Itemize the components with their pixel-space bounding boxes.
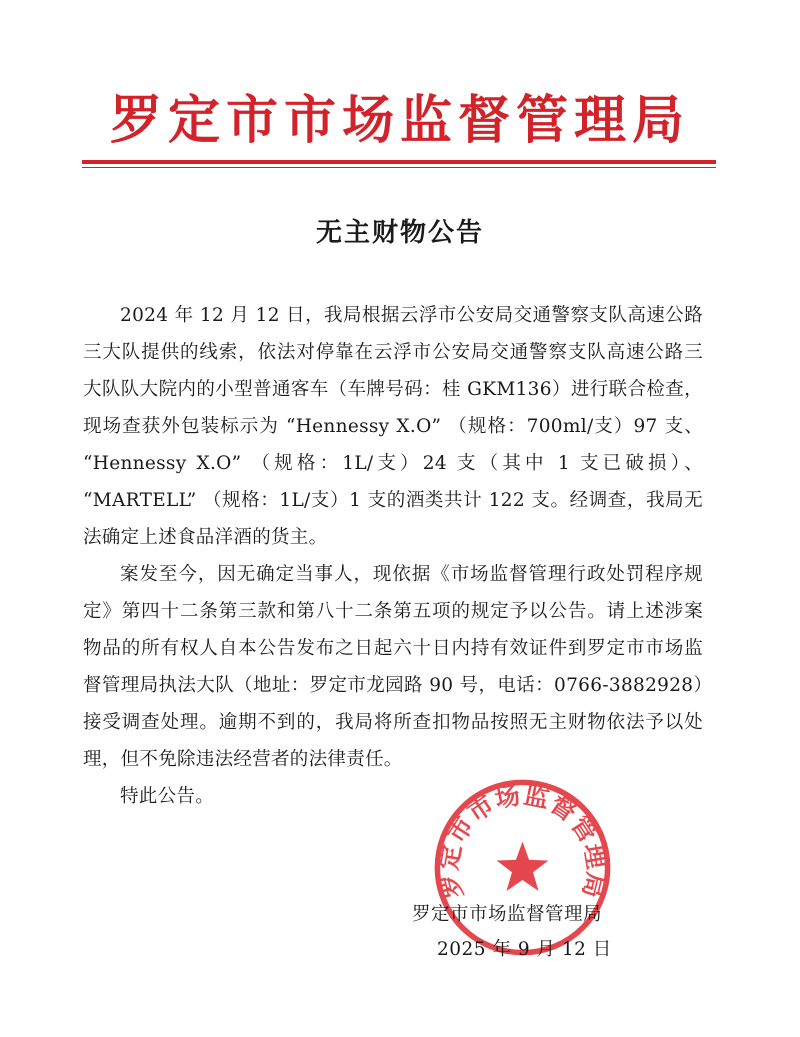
document-title: 无主财物公告: [315, 218, 484, 248]
letterhead-rule-thick: [82, 160, 716, 164]
body-paragraph-2: 案发至今，因无确定当事人，现依据《市场监督管理行政处罚程序规定》第四十二条第三款和第八十二条第五项的规定予以公告。请上述涉案物品的所有权人自本公告发布之日起六十日内持有效证件到罗定市市场监督管理局执法大队（地址：罗定市龙园路 90 号，电话：0766-3882928）接受调查处理。逾期不到的，我局将所查扣物品按照无主财物依法予以处理，但不免除违法经营者的法律责任。: [83, 564, 703, 770]
letterhead-title: 罗定市市场监督管理局: [109, 90, 690, 151]
body-paragraph-1: 2024 年 12 月 12 日，我局根据云浮市公安局交通警察支队高速公路三大队提供的线索，依法对停靠在云浮市公安局交通警察支队高速公路三大队队大院内的小型普通客车（车牌号码：桂 GKM136）进行联合检查，现场查获外包装标示为 “Hennessy X.O” （规格：700ml/支）97 支、 “Hennessy X.O” （规格：1L/支）24 支（其中 1 支已破损）、 “MARTELL” （规格：1L/支）1 支的酒类共计 122 支。经调查，我局无法确定上述食品洋酒的货主。: [83, 305, 703, 548]
letterhead-rule-thin: [82, 167, 716, 168]
signature-organization: 罗定市市场监督管理局: [412, 904, 603, 925]
official-seal: [430, 775, 615, 960]
signature-date: 2025 年 9 月 12 日: [437, 939, 612, 960]
seal-star-icon: [497, 842, 549, 891]
document-body: [83, 297, 703, 815]
body-paragraph-3: 特此公告。: [120, 786, 215, 807]
svg-text:罗定市市场监督管理局: 罗定市市场监督管理局: [433, 780, 612, 902]
